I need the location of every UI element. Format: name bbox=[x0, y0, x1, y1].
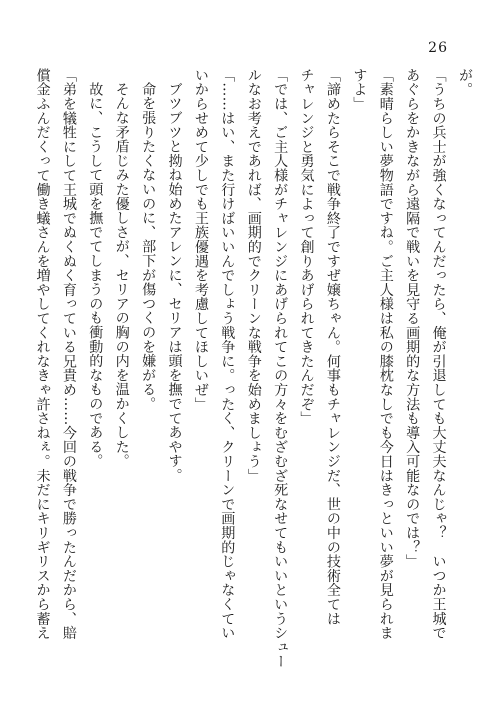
text-line: 「諦めたらそこで戦争終了ですぜ嬢ちゃん。何事もチャレンジだ、世の中の技術全ては bbox=[324, 68, 341, 626]
text-line: 故に、こうして頭を撫でてしまうのも衝動的なものである。 bbox=[87, 82, 104, 469]
text-line: が。 bbox=[457, 68, 473, 97]
text-line: 「素晴らしい夢物語ですね。ご主人様は私の膝枕なしでも今日はきっといい夢が見られま bbox=[377, 68, 394, 640]
text-line: 命を張りたくないのに、部下が傷つくのを嫌がる。 bbox=[140, 82, 157, 411]
text-line: ブツブツと拗ね始めたアレンに、セリアは頭を撫でてあやす。 bbox=[166, 82, 183, 483]
text-line: 「……はい、また行けばいいんでしょう戦争に。ったく、クリーンで画期的じゃなくてい bbox=[219, 68, 236, 640]
text-line: あぐらをかきながら遠隔で戦いを見守る画期的な方法も導入可能なのでは？」 bbox=[404, 68, 421, 569]
text-line: そんな矛盾じみた優しさが、セリアの胸の内を温かくした。 bbox=[113, 82, 130, 469]
text-line: すよ」 bbox=[351, 68, 368, 111]
text-line: 「弟を犠牲にして王城でぬくぬく育っている兄貴め……今回の戦争で勝ったんだから、賠 bbox=[60, 68, 77, 640]
text-line: 償金ふんだくって働き蟻さんを増やしてくれなきゃ許さねぇ。未だにキリギリスから蓄え bbox=[34, 68, 51, 640]
text-line: チャレンジと勇気によって創りあげられてきたんだぞ」 bbox=[298, 68, 315, 426]
text-line: いからせめて少しでも王族優遇を考慮してほしいぜ」 bbox=[192, 68, 209, 412]
text-line: 「うちの兵士が強くなってんだったら、俺が引退しても大丈夫なんじゃ？ いつか王城で bbox=[430, 68, 447, 640]
text-line: 「では、ご主人様がチャレンジにあげられてこの方々をむざむざ死なせてもいいというシュー bbox=[272, 68, 289, 669]
page-number: 26 bbox=[428, 40, 448, 56]
text-line: ルなお考えであれば、画期的でクリーンな戦争を始めましょう」 bbox=[245, 68, 262, 483]
body-text bbox=[29, 68, 478, 680]
